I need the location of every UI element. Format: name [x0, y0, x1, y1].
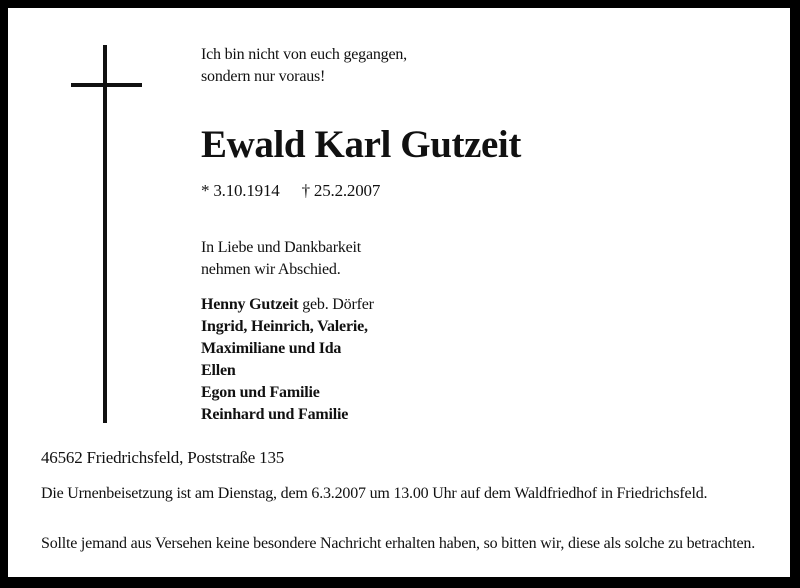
life-dates	[201, 180, 380, 202]
birth-date: * 3.10.1914	[201, 181, 280, 200]
deceased-name: Ewald Karl Gutzeit	[201, 123, 521, 166]
mourner	[201, 294, 374, 316]
obituary-notice	[8, 8, 790, 577]
quote-line: sondern nur voraus!	[201, 68, 326, 85]
address: 46562 Friedrichsfeld, Poststraße 135	[41, 448, 285, 467]
notice-note: Sollte jemand aus Versehen keine besondere Nachricht erhalten haben, so bitten wir, diese als solche zu betrachten.	[41, 535, 756, 552]
mourner: Ellen	[201, 362, 236, 379]
mourners-list	[201, 294, 374, 426]
cross-icon-bar	[71, 83, 142, 87]
mourner: Reinhard und Familie	[201, 406, 349, 423]
quote-line: Ich bin nicht von euch gegangen,	[201, 46, 407, 63]
mourner: Maximiliane und Ida	[201, 340, 342, 357]
mourner-maiden-name: geb. Dörfer	[298, 296, 374, 313]
farewell-line: In Liebe und Dankbarkeit	[201, 239, 362, 256]
quote	[201, 44, 407, 88]
cross-icon	[103, 45, 107, 423]
mourner-name: Henny Gutzeit	[201, 296, 299, 313]
mourner: Egon und Familie	[201, 384, 320, 401]
farewell-line: nehmen wir Abschied.	[201, 261, 341, 278]
death-date: † 25.2.2007	[301, 181, 381, 200]
mourner: Ingrid, Heinrich, Valerie,	[201, 318, 368, 335]
burial-info: Die Urnenbeisetzung ist am Dienstag, dem 6.3.2007 um 13.00 Uhr auf dem Waldfriedhof in Friedrichsfeld.	[41, 485, 708, 502]
farewell-text	[201, 237, 361, 281]
